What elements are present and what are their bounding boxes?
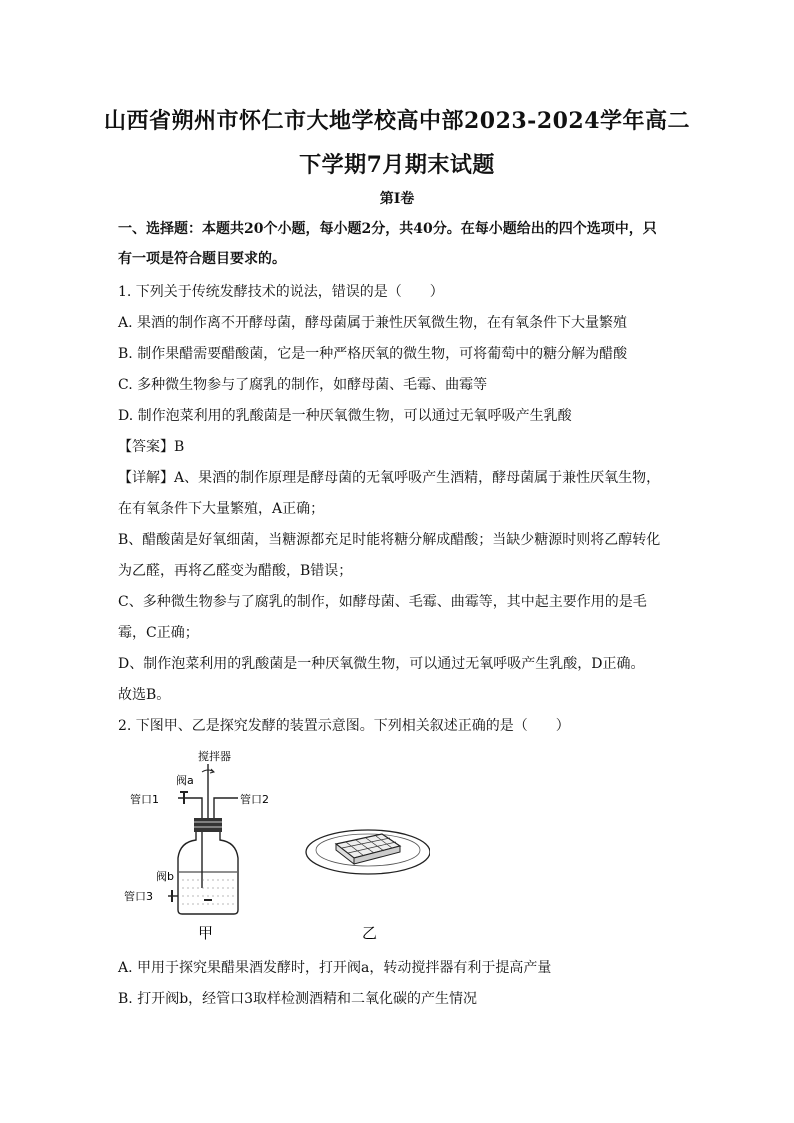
fermentation-apparatus-figure xyxy=(110,740,430,945)
question-2-option-b: B. 打开阀b，经管口3取样检测酒精和二氧化碳的产生情况 xyxy=(118,991,478,1007)
port-2-label: 管口2 xyxy=(240,793,269,806)
port-3-label: 管口3 xyxy=(124,890,153,903)
question-1-option-d: D. 制作泡菜利用的乳酸菌是一种厌氧微生物，可以通过无氧呼吸产生乳酸 xyxy=(118,408,572,424)
valve-b-label: 阀b xyxy=(156,870,174,883)
question-2-stem: 2. 下图甲、乙是探究发酵的装置示意图。下列相关叙述正确的是（ ） xyxy=(118,718,570,734)
valve-a-label: 阀a xyxy=(176,774,194,787)
question-1-option-c: C. 多种微生物参与了腐乳的制作，如酵母菌、毛霉、曲霉等 xyxy=(118,377,488,393)
question-1-explain-line: 【详解】A、果酒的制作原理是酵母菌的无氧呼吸产生酒精，酵母菌属于兼性厌氧生物， xyxy=(118,470,661,486)
question-1-explain-line: 霉，C正确； xyxy=(118,625,199,641)
question-1-explain-line: D、制作泡菜利用的乳酸菌是一种厌氧微生物，可以通过无氧呼吸产生乳酸，D正确。 xyxy=(118,656,645,672)
apparatus-diagram xyxy=(110,740,430,945)
question-1-explain-line: C、多种微生物参与了腐乳的制作，如酵母菌、毛霉、曲霉等，其中起主要作用的是毛 xyxy=(118,594,647,610)
question-1-explain-line: 在有氧条件下大量繁殖，A正确； xyxy=(118,501,325,517)
port-1-label: 管口1 xyxy=(130,793,159,806)
bottle-stopper xyxy=(194,818,222,832)
question-1-explain-line: 故选B。 xyxy=(118,687,171,703)
section-heading-line-1: 一、选择题：本题共20个小题，每小题2分，共40分。在每小题给出的四个选项中，只 xyxy=(118,221,657,237)
question-1-explain-line: 为乙醛，再将乙醛变为醋酸，B错误； xyxy=(118,563,353,579)
question-2-option-a: A. 甲用于探究果醋果酒发酵时，打开阀a，转动搅拌器有利于提高产量 xyxy=(118,960,552,976)
petri-dish-with-tofu xyxy=(306,830,430,874)
fermentation-bottle xyxy=(178,832,238,914)
figure-label-jia: 甲 xyxy=(198,924,214,942)
pipe-1 xyxy=(178,798,202,888)
section-heading-line-2: 有一项是符合题目要求的。 xyxy=(118,251,286,267)
question-1-option-b: B. 制作果醋需要醋酸菌，它是一种严格厌氧的微生物，可将葡萄中的糖分解为醋酸 xyxy=(118,346,628,362)
title-line-2: 下学期7月期末试题 xyxy=(299,152,495,178)
figure-label-yi: 乙 xyxy=(362,924,378,942)
title-line-1: 山西省朔州市怀仁市大地学校高中部2023-2024学年高二 xyxy=(103,108,691,134)
question-1-explain-line: B、醋酸菌是好氧细菌，当糖源都充足时能将糖分解成醋酸；当缺少糖源时则将乙醇转化 xyxy=(118,532,661,548)
question-1-option-a: A. 果酒的制作离不开酵母菌，酵母菌属于兼性厌氧微生物，在有氧条件下大量繁殖 xyxy=(118,315,628,331)
question-1-stem: 1. 下列关于传统发酵技术的说法，错误的是（ ） xyxy=(118,284,444,300)
volume-label: 第Ⅰ卷 xyxy=(379,191,415,207)
stirrer-label: 搅拌器 xyxy=(198,750,231,763)
pipe-2 xyxy=(214,798,238,818)
question-1-answer: 【答案】B xyxy=(118,439,185,455)
